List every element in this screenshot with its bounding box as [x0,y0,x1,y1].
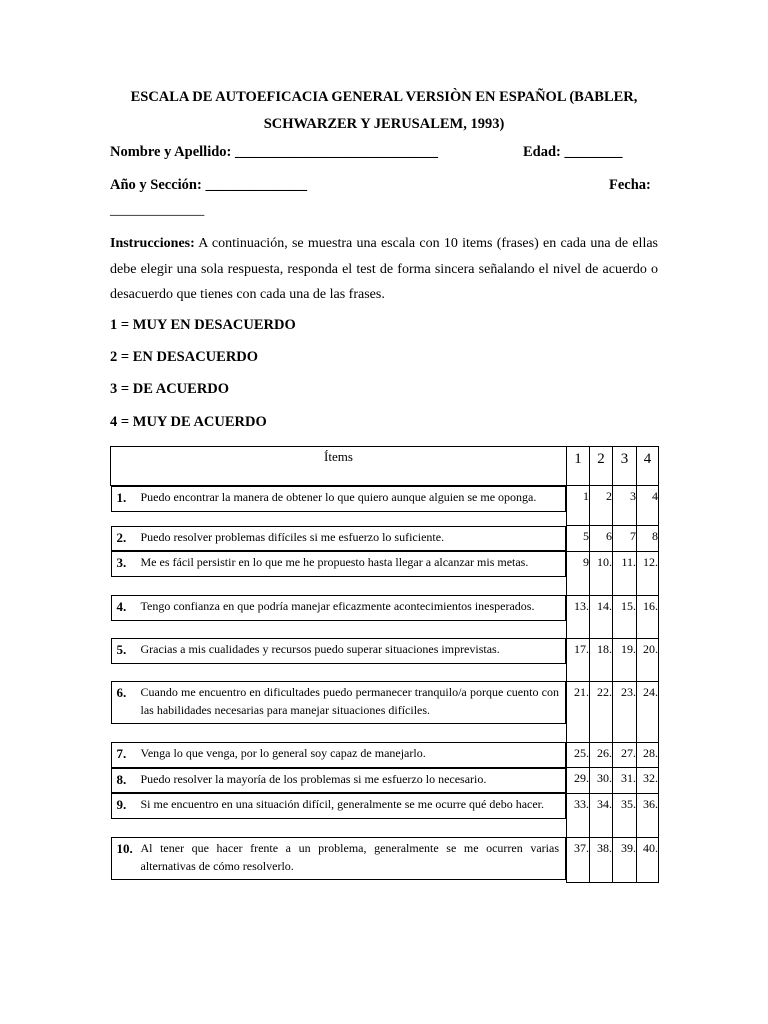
answer-cell-4[interactable]: 32. [637,768,659,794]
item-number: 8. [116,771,127,787]
answer-cell-3[interactable]: 3 [613,486,637,526]
answer-cell-2[interactable]: 10. [590,551,613,595]
item-text: Cuando me encuentro en dificultades puedo permanecer tranquilo/a porque cuento con las habilidades necesarias para manejar situaciones difíciles. [140,685,559,717]
table-row [111,793,659,837]
age-label: Edad: [523,144,561,160]
answer-cell-4[interactable]: 12. [637,551,659,595]
scale-option-2: 2 = EN DESACUERDO [110,349,259,365]
answer-cell-2[interactable]: 6 [590,526,613,552]
answer-cell-1[interactable]: 5 [567,526,590,552]
answer-cell-3[interactable]: 31. [613,768,637,794]
answer-cell-3[interactable]: 23. [613,681,637,742]
table-row [111,837,659,882]
items-header: Ítems [111,447,567,486]
answer-cell-2[interactable]: 2 [590,486,613,526]
name-label: Nombre y Apellido: [110,144,232,160]
item-cell [111,595,567,621]
item-cell [111,551,567,577]
date-blank: _____________ [110,202,205,218]
name-blank: ____________________________ [235,144,438,160]
answer-cell-3[interactable]: 7 [613,526,637,552]
item-text: Puedo encontrar la manera de obtener lo que quiero aunque alguien se me oponga. [140,490,537,504]
answer-cell-1[interactable]: 25. [567,742,590,768]
instructions [110,231,658,308]
answer-cell-1[interactable]: 1 [567,486,590,526]
item-text: Puedo resolver problemas difíciles si me esfuerzo lo suficiente. [140,529,445,544]
answer-cell-4[interactable]: 16. [637,595,659,638]
col-header-1: 1 [567,447,590,486]
item-cell [111,486,567,512]
answer-cell-1[interactable]: 33. [567,793,590,837]
item-number: 10. [116,841,133,856]
item-cell [111,681,567,724]
answer-cell-3[interactable]: 35. [613,793,637,837]
items-table [110,446,659,883]
table-row [111,742,659,768]
col-header-3: 3 [613,447,637,486]
item-number: 5. [116,642,127,657]
item-text: Venga lo que venga, por lo general soy capaz de manejarlo. [140,746,426,760]
answer-cell-1[interactable]: 9 [567,551,590,595]
answer-cell-1[interactable]: 29. [567,768,590,794]
answer-cell-2[interactable]: 18. [590,638,613,681]
answer-cell-4[interactable]: 36. [637,793,659,837]
answer-cell-1[interactable]: 21. [567,681,590,742]
answer-cell-2[interactable]: 30. [590,768,613,794]
answer-cell-4[interactable]: 8 [637,526,659,552]
table-row [111,486,659,526]
table-header-row [111,447,659,486]
table-row [111,768,659,794]
item-number: 6. [116,685,127,700]
item-number: 2. [116,529,127,545]
table-row [111,681,659,742]
table-row [111,526,659,552]
section-label: Año y Sección: [110,177,202,193]
col-header-4: 4 [637,447,659,486]
age-field [523,144,623,161]
item-text: Si me encuentro en una situación difícil, generalmente se me ocurre qué debo hacer. [140,797,545,811]
answer-cell-1[interactable]: 13. [567,595,590,638]
item-text: Puedo resolver la mayoría de los problemas si me esfuerzo lo necesario. [140,771,487,786]
item-number: 1. [116,490,127,505]
item-cell [111,742,567,768]
answer-cell-1[interactable]: 17. [567,638,590,681]
answer-cell-3[interactable]: 27. [613,742,637,768]
table-row [111,595,659,638]
answer-cell-4[interactable]: 20. [637,638,659,681]
name-field [110,144,438,161]
scale-option-3: 3 = DE ACUERDO [110,381,230,397]
table-row [111,638,659,681]
document-title: ESCALA DE AUTOEFICACIA GENERAL VERSIÒN EN ESPAÑOL (BABLER, SCHWARZER Y JERUSALEM, 1993) [130,89,638,132]
item-cell [111,638,567,664]
answer-cell-3[interactable]: 11. [613,551,637,595]
item-number: 7. [116,746,127,761]
answer-cell-3[interactable]: 19. [613,638,637,681]
scale-option-4: 4 = MUY DE ACUERDO [110,414,267,430]
col-header-2: 2 [590,447,613,486]
answer-cell-2[interactable]: 34. [590,793,613,837]
date-label: Fecha: [609,177,651,193]
scale-option-1: 1 = MUY EN DESACUERDO [110,317,296,333]
answer-cell-2[interactable]: 38. [590,837,613,882]
answer-cell-2[interactable]: 14. [590,595,613,638]
table-row [111,551,659,595]
item-number: 3. [116,555,127,570]
age-blank: ________ [564,144,623,160]
item-text: Tengo confianza en que podría manejar eficazmente acontecimientos inesperados. [140,599,535,613]
instructions-text: A continuación, se muestra una escala con 10 items (frases) en cada una de ellas debe elegir una sola respuesta, responda el test de forma sincera señalando el nivel de acuerdo o desacuerdo que tienes con cada una de las frases. [110,236,658,302]
answer-cell-3[interactable]: 39. [613,837,637,882]
section-blank: ______________ [205,177,307,193]
answer-cell-3[interactable]: 15. [613,595,637,638]
item-text: Al tener que hacer frente a un problema, generalmente se me ocurren varias alternativas de cómo resolverlo. [140,841,559,873]
item-text: Gracias a mis cualidades y recursos puedo superar situaciones imprevistas. [140,642,500,656]
instructions-label: Instrucciones: [110,236,195,251]
answer-cell-4[interactable]: 24. [637,681,659,742]
answer-cell-2[interactable]: 26. [590,742,613,768]
item-cell [111,793,567,819]
item-cell [111,837,567,880]
section-field [110,177,307,194]
answer-cell-4[interactable]: 4 [637,486,659,526]
item-cell [111,768,567,794]
answer-cell-4[interactable]: 28. [637,742,659,768]
item-number: 4. [116,599,127,614]
answer-cell-4[interactable]: 40. [637,837,659,882]
item-number: 9. [116,797,127,812]
item-text: Me es fácil persistir en lo que me he propuesto hasta llegar a alcanzar mis metas. [140,555,529,569]
item-cell [111,526,567,552]
answer-cell-2[interactable]: 22. [590,681,613,742]
answer-cell-1[interactable]: 37. [567,837,590,882]
